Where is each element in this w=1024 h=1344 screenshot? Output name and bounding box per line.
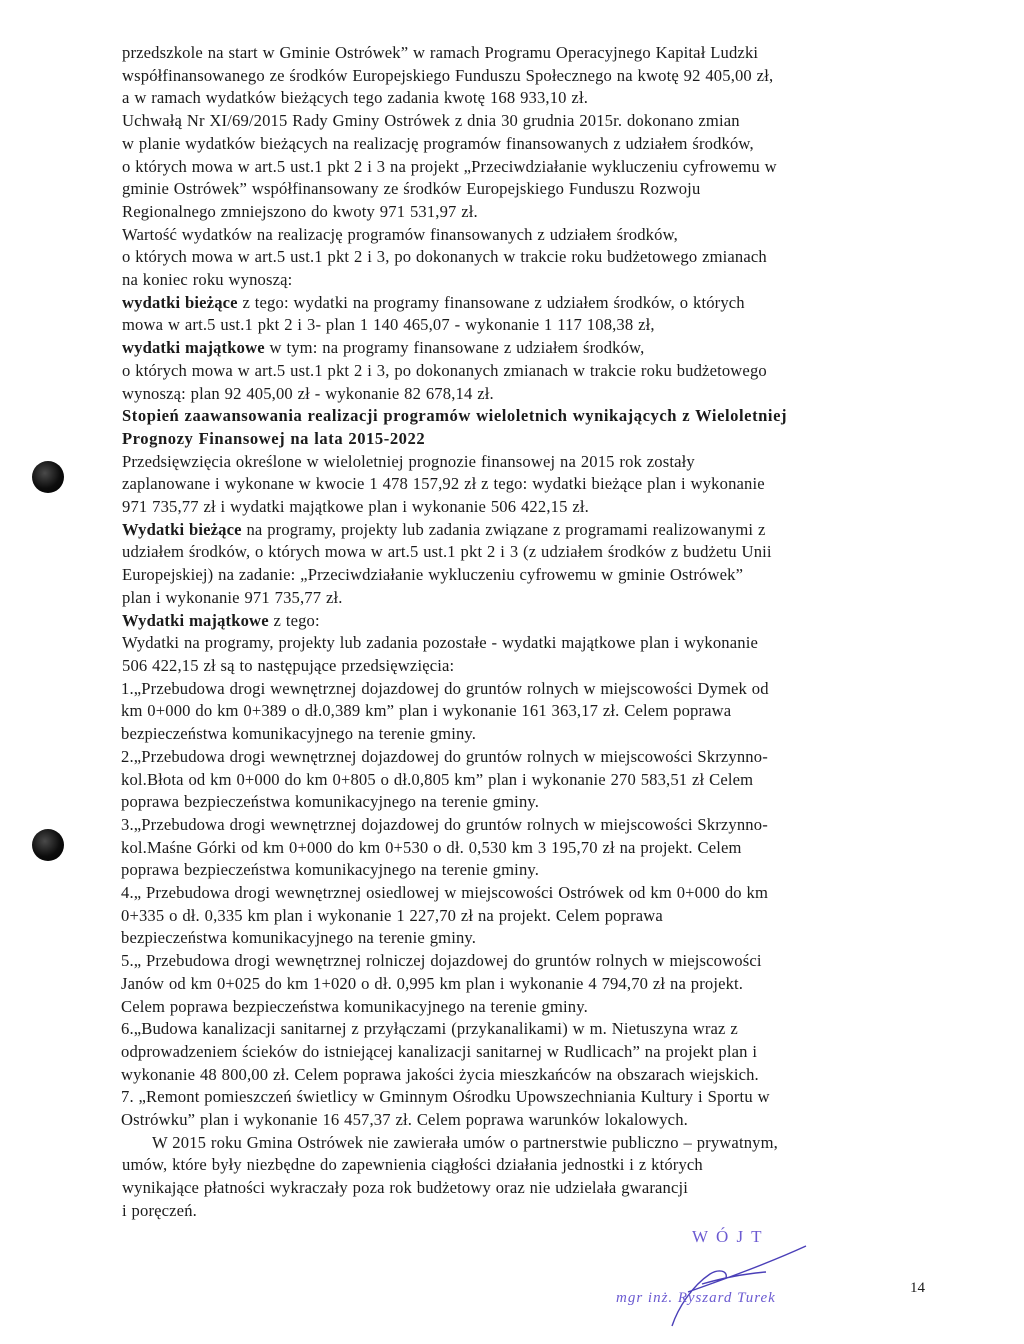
list-item-line: poprawa bezpieczeństwa komunikacyjnego na terenie gminy. — [121, 860, 540, 880]
text-line: udziałem środków, o których mowa w art.5 ust.1 pkt 2 i 3 (z udziałem środków z budżetu Unii — [122, 542, 772, 562]
section-heading: Prognozy Finansowej na lata 2015-2022 — [122, 428, 426, 448]
wojt-stamp — [616, 1222, 876, 1332]
text-line: 971 735,77 zł i wydatki majątkowe plan i wykonanie 506 422,15 zł. — [122, 497, 589, 517]
list-item-line: bezpieczeństwa komunikacyjnego na terenie gminy. — [121, 928, 477, 948]
text-line: Wydatki na programy, projekty lub zadania pozostałe - wydatki majątkowe plan i wykonanie — [122, 633, 758, 653]
text-line: współfinansowanego ze środków Europejskiego Funduszu Społecznego na kwotę 92 405,00 zł, — [122, 65, 774, 85]
text-line: o których mowa w art.5 ust.1 pkt 2 i 3 na projekt „Przeciwdziałanie wykluczeniu cyfrowemu w — [122, 156, 777, 176]
capital-spending-text: w tym: na programy finansowane z udziałem środków, — [264, 338, 645, 358]
current-spending-line — [122, 292, 922, 315]
list-item-line: odprowadzeniem ścieków do istniejącej kanalizacji sanitarnej w Rudlicach” na projekt plan i — [121, 1041, 758, 1061]
capital-spending-label: wydatki majątkowe — [122, 338, 265, 358]
section-capital-suffix: z tego: — [268, 610, 320, 630]
list-item-line: 0+335 o dł. 0,335 km plan i wykonanie 1 227,70 zł na projekt. Celem poprawa — [121, 905, 663, 925]
closing-paragraph-line: i poręczeń. — [122, 1200, 197, 1220]
stamp-title: W Ó J T — [692, 1227, 764, 1246]
list-item-line: 1.„Przebudowa drogi wewnętrznej dojazdowej do gruntów rolnych w miejscowości Dymek od — [121, 678, 769, 698]
list-item-line: kol.Błota od km 0+000 do km 0+805 o dł.0,805 km” plan i wykonanie 270 583,51 zł Celem — [121, 769, 754, 789]
section-heading: Stopień zaawansowania realizacji programów wieloletnich wynikających z Wieloletniej — [122, 406, 788, 426]
text-line: o których mowa w art.5 ust.1 pkt 2 i 3, po dokonanych zmianach w trakcie roku budżetowego — [122, 360, 767, 380]
closing-paragraph-line: umów, które były niezbędne do zapewnienia ciągłości działania jednostki i z których — [122, 1155, 703, 1175]
list-item-line: 5.„ Przebudowa drogi wewnętrznej rolniczej dojazdowej do gruntów rolnych w miejscowości — [121, 951, 762, 971]
list-item-line: wykonanie 48 800,00 zł. Celem poprawa jakości życia mieszkańców na obszarach wiejskich. — [121, 1064, 759, 1084]
list-item-line: 2.„Przebudowa drogi wewnętrznej dojazdowej do gruntów rolnych w miejscowości Skrzynno- — [121, 746, 768, 766]
current-spending-label: wydatki bieżące — [122, 292, 238, 312]
text-line: przedszkole na start w Gminie Ostrówek” w ramach Programu Operacyjnego Kapitał Ludzki — [122, 43, 759, 62]
text-line: w planie wydatków bieżących na realizację programów finansowanych z udziałem środków, — [122, 133, 754, 153]
text-line: zaplanowane i wykonane w kwocie 1 478 157,92 zł z tego: wydatki bieżące plan i wykonanie — [122, 474, 765, 494]
closing-paragraph-line: wynikające płatności wykraczały poza rok budżetowy oraz nie udzielała gwarancji — [122, 1178, 689, 1198]
list-item-line: 3.„Przebudowa drogi wewnętrznej dojazdowej do gruntów rolnych w miejscowości Skrzynno- — [121, 814, 768, 834]
text-line: 506 422,15 zł są to następujące przedsięwzięcia: — [122, 655, 455, 675]
text-line: Uchwałą Nr XI/69/2015 Rady Gminy Ostrówek z dnia 30 grudnia 2015r. dokonano zmian — [122, 111, 740, 131]
section-current-line — [122, 519, 922, 542]
text-line: a w ramach wydatków bieżących tego zadania kwotę 168 933,10 zł. — [122, 88, 588, 108]
page-number: 14 — [910, 1280, 925, 1296]
text-line: Wartość wydatków na realizację programów finansowanych z udziałem środków, — [122, 224, 678, 244]
document-page — [122, 42, 922, 1223]
current-spending-text: z tego: wydatki na programy finansowane z udziałem środków, o których — [237, 292, 745, 312]
section-capital-line — [122, 610, 922, 633]
text-line: mowa w art.5 ust.1 pkt 2 i 3- plan 1 140 465,07 - wykonanie 1 117 108,38 zł, — [122, 315, 655, 335]
list-item-line: bezpieczeństwa komunikacyjnego na terenie gminy. — [121, 724, 477, 744]
text-line: plan i wykonanie 971 735,77 zł. — [122, 587, 343, 607]
section-current-text: na programy, projekty lub zadania związane z programami realizowanymi z — [241, 519, 766, 539]
text-line: gminie Ostrówek” współfinansowany ze środków Europejskiego Funduszu Rozwoju — [122, 179, 701, 199]
list-item-line: 7. „Remont pomieszczeń świetlicy w Gminnym Ośrodku Upowszechniania Kultury i Sportu w — [121, 1087, 770, 1107]
list-item-line: 4.„ Przebudowa drogi wewnętrznej osiedlowej w miejscowości Ostrówek od km 0+000 do km — [121, 883, 769, 903]
text-line: na koniec roku wynoszą: — [122, 270, 293, 290]
punch-hole-top — [32, 461, 64, 493]
signature-stroke — [672, 1246, 806, 1326]
section-current-label: Wydatki bieżące — [122, 519, 242, 539]
text-line: Regionalnego zmniejszono do kwoty 971 531,97 zł. — [122, 201, 478, 221]
stamp-name: mgr inż. Ryszard Turek — [616, 1290, 776, 1306]
list-item-line: Janów od km 0+025 do km 1+020 o dł. 0,995 km plan i wykonanie 4 794,70 zł na projekt. — [121, 973, 744, 993]
section-capital-label: Wydatki majątkowe — [122, 610, 269, 630]
list-item-line: Ostrówku” plan i wykonanie 16 457,37 zł. Celem poprawa warunków lokalowych. — [121, 1110, 688, 1130]
text-line: Europejskiej) na zadanie: „Przeciwdziałanie wykluczeniu cyfrowemu w gminie Ostrówek” — [122, 565, 744, 585]
punch-hole-bottom — [32, 829, 64, 861]
list-item-line: Celem poprawa bezpieczeństwa komunikacyjnego na terenie gminy. — [121, 996, 588, 1016]
list-item-line: km 0+000 do km 0+389 o dł.0,389 km” plan i wykonanie 161 363,17 zł. Celem poprawa — [121, 701, 732, 721]
list-item-line: poprawa bezpieczeństwa komunikacyjnego na terenie gminy. — [121, 792, 540, 812]
text-line: wynoszą: plan 92 405,00 zł - wykonanie 82 678,14 zł. — [122, 383, 494, 403]
closing-paragraph-line: W 2015 roku Gmina Ostrówek nie zawierała umów o partnerstwie publiczno – prywatnym, — [152, 1132, 778, 1152]
list-item-line: kol.Maśne Górki od km 0+000 do km 0+530 o dł. 0,530 km 3 195,70 zł na projekt. Celem — [121, 837, 742, 857]
list-item-line: 6.„Budowa kanalizacji sanitarnej z przyłączami (przykanalikami) w m. Nietuszyna wraz z — [121, 1019, 738, 1039]
text-line: Przedsięwzięcia określone w wieloletniej prognozie finansowej na 2015 rok zostały — [122, 451, 695, 471]
capital-spending-line — [122, 337, 922, 360]
text-line: o których mowa w art.5 ust.1 pkt 2 i 3, po dokonanych w trakcie roku budżetowego zmianach — [122, 247, 767, 267]
